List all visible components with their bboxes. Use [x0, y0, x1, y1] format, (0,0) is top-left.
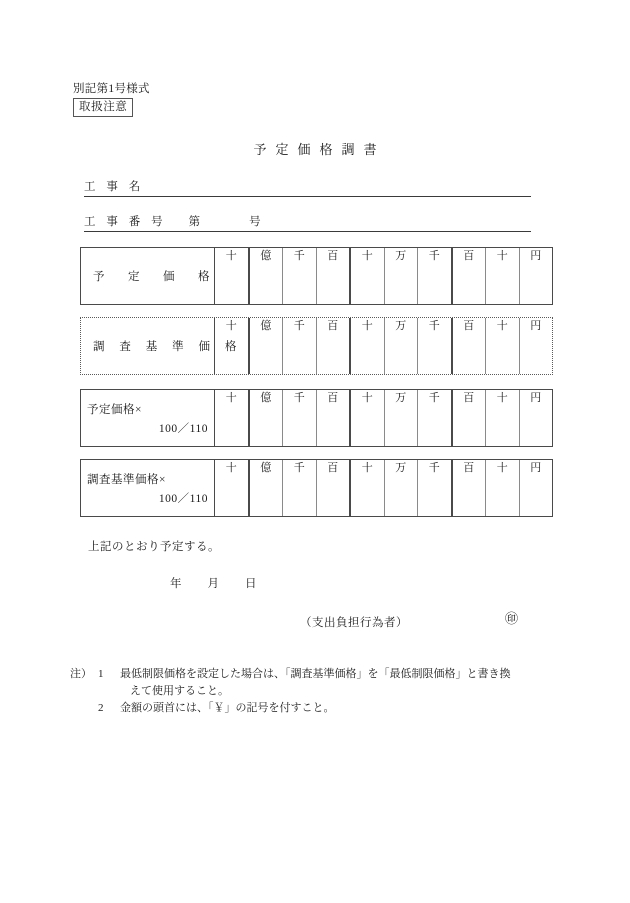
digit-column[interactable]: [520, 248, 553, 304]
digit-entry-cell[interactable]: [317, 476, 350, 516]
digit-entry-cell[interactable]: [283, 406, 316, 446]
money-table-digit-columns: [215, 318, 552, 374]
digit-column[interactable]: [418, 390, 453, 446]
digit-entry-cell[interactable]: [351, 334, 384, 374]
digit-column[interactable]: [520, 318, 553, 374]
digit-entry-cell[interactable]: [351, 264, 384, 304]
digit-unit-label: 千: [293, 462, 305, 474]
field-construction-name-label: 工 事 名: [84, 181, 145, 193]
digit-unit-label: 百: [327, 250, 339, 262]
digit-unit-label: 万: [395, 320, 407, 332]
digit-unit-label: 千: [428, 250, 440, 262]
digit-column[interactable]: [351, 248, 385, 304]
digit-unit-label: 十: [496, 250, 508, 262]
digit-entry-cell[interactable]: [486, 476, 519, 516]
digit-entry-cell[interactable]: [317, 264, 350, 304]
money-table-label-cell: [81, 318, 243, 374]
money-table-label-cell: [81, 390, 215, 446]
notes-marker: 注）: [70, 668, 92, 680]
digit-unit-label: 百: [327, 462, 339, 474]
digit-unit-label: 円: [530, 250, 542, 262]
money-table-planned-price: [80, 247, 553, 305]
digit-column[interactable]: [453, 390, 487, 446]
digit-entry-cell[interactable]: [486, 334, 519, 374]
money-table-planned-price-ratio: [80, 389, 553, 447]
notes-section: [70, 666, 570, 717]
digit-column[interactable]: [486, 460, 520, 516]
digit-column[interactable]: [317, 460, 352, 516]
digit-column[interactable]: [385, 390, 419, 446]
digit-unit-label: 百: [463, 392, 475, 404]
digit-entry-cell[interactable]: [385, 476, 418, 516]
digit-column[interactable]: [351, 460, 385, 516]
digit-entry-cell[interactable]: [385, 264, 418, 304]
digit-entry-cell[interactable]: [317, 406, 350, 446]
digit-column[interactable]: [418, 460, 453, 516]
field-construction-number-prefix: 第: [188, 216, 202, 228]
digit-entry-cell[interactable]: [351, 406, 384, 446]
digit-column[interactable]: [283, 248, 317, 304]
statement-text: 上記のとおり予定する。: [88, 541, 220, 553]
digit-unit-label: 十: [361, 250, 373, 262]
digit-column[interactable]: [317, 390, 352, 446]
date-month-label: 月: [207, 578, 219, 590]
digit-unit-label: 十: [225, 250, 237, 262]
digit-entry-cell[interactable]: [453, 476, 486, 516]
note-text: えて使用すること。: [130, 685, 229, 698]
digit-column[interactable]: [250, 318, 284, 374]
money-table-label-line2: 100／110: [158, 422, 208, 435]
digit-entry-cell[interactable]: [453, 264, 486, 304]
digit-entry-cell[interactable]: [418, 476, 451, 516]
digit-unit-label: 十: [496, 392, 508, 404]
digit-column[interactable]: [283, 318, 317, 374]
digit-column[interactable]: [351, 390, 385, 446]
date-day-label: 日: [245, 578, 257, 590]
field-construction-name[interactable]: [84, 178, 531, 197]
digit-unit-label: 千: [428, 320, 440, 332]
digit-entry-cell[interactable]: [453, 334, 486, 374]
digit-unit-label: 十: [361, 462, 373, 474]
digit-unit-label: 千: [293, 250, 305, 262]
digit-column[interactable]: [215, 318, 250, 374]
digit-entry-cell[interactable]: [250, 264, 283, 304]
digit-entry-cell[interactable]: [520, 264, 553, 304]
note-text: 金額の頭首には、「￥」の記号を付すこと。: [120, 702, 335, 715]
digit-column[interactable]: [250, 390, 284, 446]
money-table-label-cell: [81, 248, 215, 304]
digit-entry-cell[interactable]: [486, 406, 519, 446]
digit-entry-cell[interactable]: [351, 476, 384, 516]
money-table-label-line2: 100／110: [158, 492, 208, 505]
digit-column[interactable]: [453, 318, 487, 374]
digit-entry-cell[interactable]: [215, 476, 248, 516]
money-table-label-text: 予 定 価 格: [93, 271, 216, 283]
digit-unit-label: 十: [361, 320, 373, 332]
digit-unit-label: 百: [463, 320, 475, 332]
money-table-label-line1: 調査基準価格×: [87, 473, 166, 486]
digit-entry-cell[interactable]: [250, 406, 283, 446]
digit-entry-cell[interactable]: [283, 264, 316, 304]
digit-unit-label: 十: [496, 462, 508, 474]
digit-entry-cell[interactable]: [418, 334, 451, 374]
note-item: [70, 700, 570, 717]
digit-unit-label: 百: [463, 462, 475, 474]
digit-unit-label: 十: [225, 320, 237, 332]
form-code-label: 別記第1号様式: [73, 83, 150, 95]
digit-unit-label: 十: [225, 462, 237, 474]
digit-unit-label: 円: [530, 320, 542, 332]
money-table-label-cell: [81, 460, 215, 516]
page-title: 予定価格調書: [253, 142, 386, 157]
digit-entry-cell[interactable]: [215, 334, 248, 374]
digit-column[interactable]: [250, 460, 284, 516]
date-line[interactable]: [170, 575, 257, 591]
digit-entry-cell[interactable]: [385, 406, 418, 446]
digit-entry-cell[interactable]: [418, 406, 451, 446]
digit-entry-cell[interactable]: [418, 264, 451, 304]
digit-unit-label: 十: [496, 320, 508, 332]
note-item: [70, 666, 570, 683]
digit-unit-label: 万: [395, 250, 407, 262]
money-table-digit-columns: [215, 248, 552, 304]
note-index: 2: [98, 702, 104, 715]
digit-column[interactable]: [418, 318, 453, 374]
seal-icon: ㊞: [505, 611, 519, 626]
digit-unit-label: 円: [530, 392, 542, 404]
digit-column[interactable]: [520, 390, 553, 446]
digit-unit-label: 千: [293, 392, 305, 404]
digit-entry-cell[interactable]: [385, 334, 418, 374]
digit-unit-label: 円: [530, 462, 542, 474]
digit-column[interactable]: [453, 460, 487, 516]
digit-unit-label: 千: [428, 462, 440, 474]
digit-unit-label: 百: [327, 392, 339, 404]
digit-column[interactable]: [283, 390, 317, 446]
digit-column[interactable]: [215, 390, 250, 446]
digit-unit-label: 百: [327, 320, 339, 332]
digit-entry-cell[interactable]: [520, 334, 553, 374]
digit-entry-cell[interactable]: [215, 264, 248, 304]
money-table-label-line1: 予定価格×: [87, 403, 142, 416]
digit-column[interactable]: [520, 460, 553, 516]
digit-column[interactable]: [250, 248, 284, 304]
digit-entry-cell[interactable]: [453, 406, 486, 446]
digit-unit-label: 億: [260, 250, 272, 262]
digit-entry-cell[interactable]: [283, 476, 316, 516]
signer-label: （支出負担行為者）: [300, 617, 408, 629]
digit-entry-cell[interactable]: [283, 334, 316, 374]
digit-column[interactable]: [215, 460, 250, 516]
digit-column[interactable]: [317, 318, 352, 374]
digit-entry-cell[interactable]: [520, 476, 553, 516]
digit-column[interactable]: [453, 248, 487, 304]
digit-column[interactable]: [215, 248, 250, 304]
digit-unit-label: 億: [260, 392, 272, 404]
note-item-continuation: [70, 683, 570, 700]
digit-entry-cell[interactable]: [250, 476, 283, 516]
digit-entry-cell[interactable]: [215, 406, 248, 446]
digit-unit-label: 十: [225, 392, 237, 404]
money-table-digit-columns: [215, 390, 552, 446]
digit-unit-label: 千: [428, 392, 440, 404]
digit-column[interactable]: [486, 390, 520, 446]
digit-unit-label: 万: [395, 392, 407, 404]
digit-unit-label: 百: [463, 250, 475, 262]
money-table-survey-standard-price: [80, 317, 553, 375]
date-year-label: 年: [170, 578, 182, 590]
digit-column[interactable]: [317, 248, 352, 304]
digit-unit-label: 十: [361, 392, 373, 404]
field-construction-number[interactable]: [84, 213, 531, 232]
digit-unit-label: 万: [395, 462, 407, 474]
money-table-label-text: 調 査 基 準 価 格: [93, 341, 243, 353]
digit-unit-label: 億: [260, 320, 272, 332]
field-construction-number-label: 工 事 番 号: [84, 216, 167, 228]
handling-notice-box: 取扱注意: [73, 98, 133, 117]
digit-entry-cell[interactable]: [317, 334, 350, 374]
digit-column[interactable]: [486, 248, 520, 304]
money-table-digit-columns: [215, 460, 552, 516]
digit-column[interactable]: [486, 318, 520, 374]
note-index: 1: [98, 668, 104, 680]
digit-column[interactable]: [385, 248, 419, 304]
digit-entry-cell[interactable]: [520, 406, 553, 446]
digit-unit-label: 億: [260, 462, 272, 474]
money-table-survey-standard-price-ratio: [80, 459, 553, 517]
digit-entry-cell[interactable]: [486, 264, 519, 304]
field-construction-number-suffix: 号: [249, 216, 262, 228]
digit-column[interactable]: [385, 460, 419, 516]
digit-unit-label: 千: [293, 320, 305, 332]
digit-column[interactable]: [283, 460, 317, 516]
digit-column[interactable]: [385, 318, 419, 374]
digit-column[interactable]: [418, 248, 453, 304]
note-text: 最低制限価格を設定した場合は、「調査基準価格」を「最低制限価格」と書き換: [120, 668, 511, 680]
digit-entry-cell[interactable]: [250, 334, 283, 374]
digit-column[interactable]: [351, 318, 385, 374]
